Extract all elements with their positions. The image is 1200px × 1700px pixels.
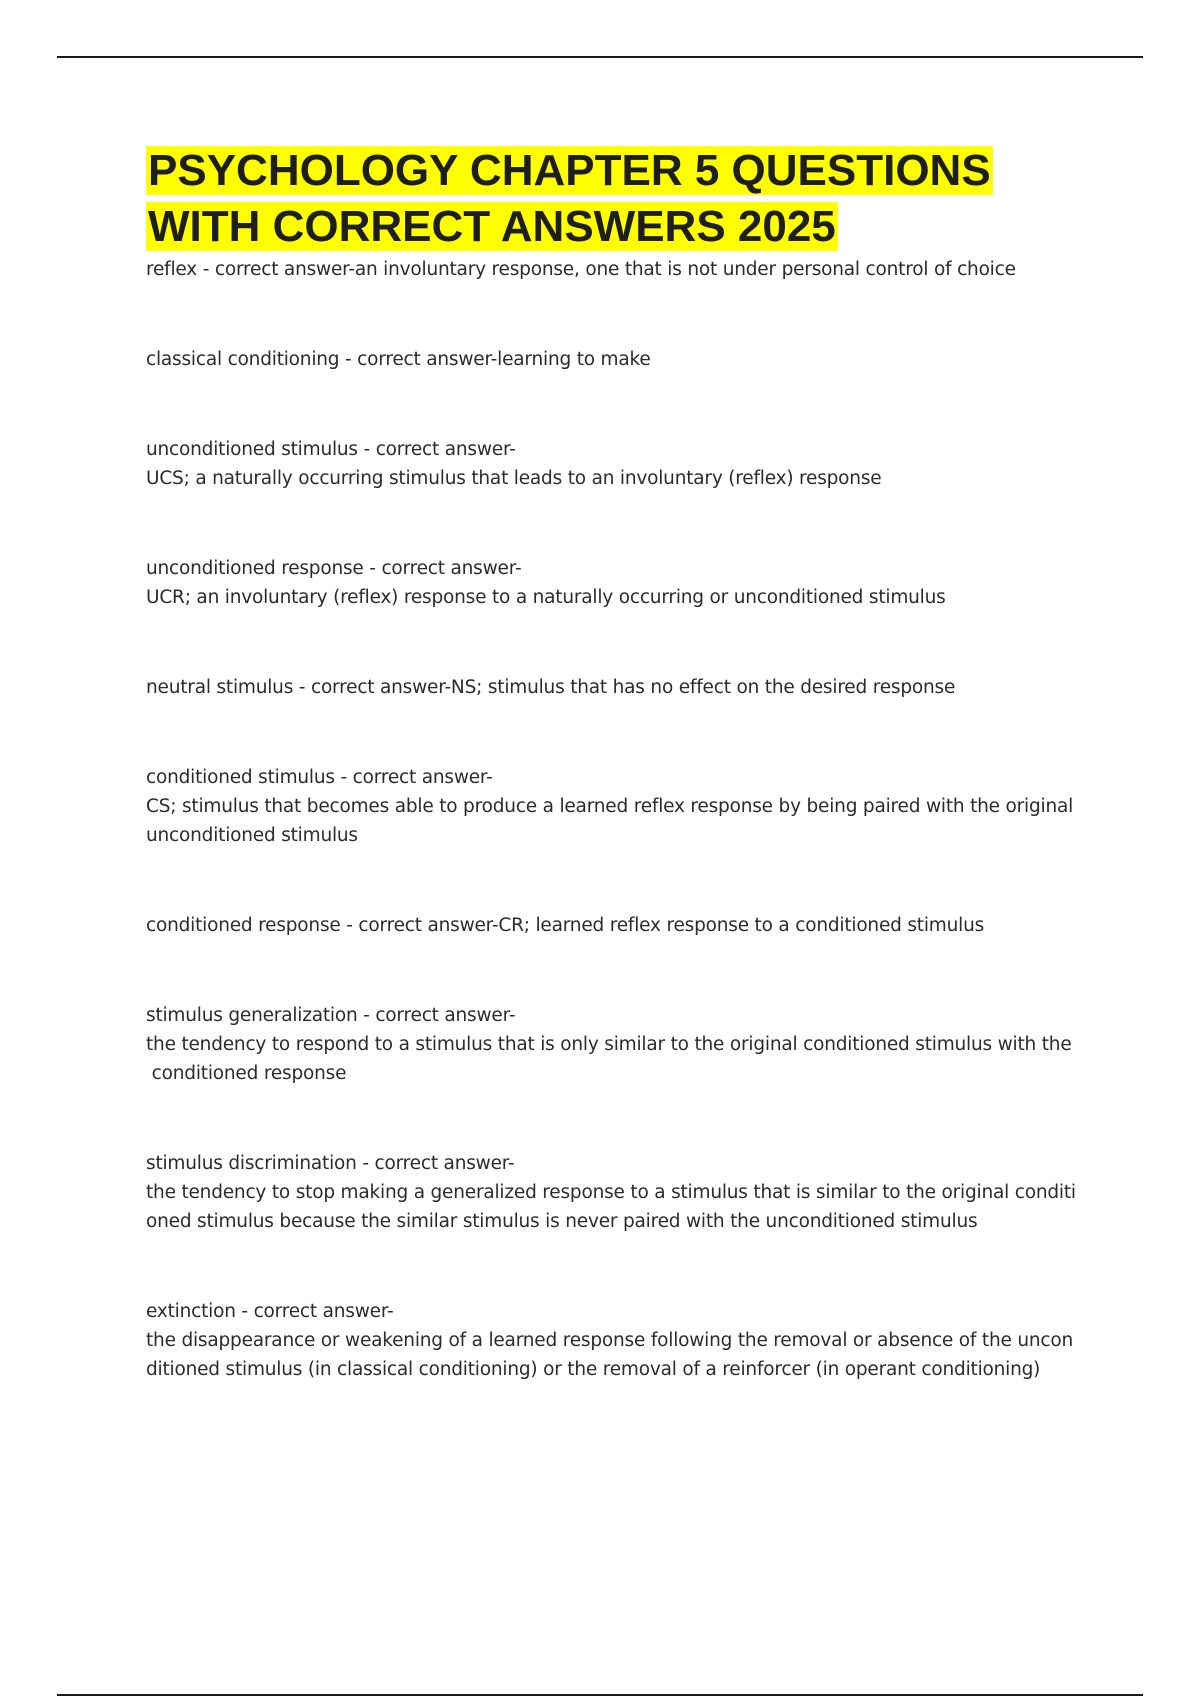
title-line-2: WITH CORRECT ANSWERS 2025 (148, 202, 836, 251)
entry-term: conditioned stimulus - correct answer- (146, 767, 493, 788)
qa-entry-unconditioned-stimulus (146, 435, 1086, 493)
entry-definition: UCR; an involuntary (reflex) response to a naturally occurring or unconditioned stimulus (146, 587, 946, 608)
qa-entry-extinction (146, 1297, 1086, 1384)
entry-definition: the tendency to respond to a stimulus that is only similar to the original conditioned stimulus with the (146, 1034, 1072, 1055)
entry-definition-cont: ditioned stimulus (in classical conditioning) or the removal of a reinforcer (in operant conditioning) (146, 1359, 1041, 1380)
qa-entry-stimulus-discrimination (146, 1149, 1086, 1236)
entry-definition: CS; stimulus that becomes able to produce a learned reflex response by being paired with the original (146, 796, 1074, 817)
bottom-rule (57, 1694, 1143, 1696)
entry-term: unconditioned response - correct answer- (146, 558, 522, 579)
entry-definition: UCS; a naturally occurring stimulus that leads to an involuntary (reflex) response (146, 468, 882, 489)
entry-definition-cont: oned stimulus because the similar stimulus is never paired with the unconditioned stimulus (146, 1211, 978, 1232)
qa-entry-unconditioned-response (146, 554, 1086, 612)
qa-entry-neutral-stimulus (146, 673, 1086, 702)
entry-definition-cont: conditioned response (146, 1063, 347, 1084)
entry-text: classical conditioning - correct answer-learning to make (146, 349, 651, 370)
entry-term: extinction - correct answer- (146, 1301, 394, 1322)
entry-term: stimulus discrimination - correct answer- (146, 1153, 515, 1174)
top-rule (57, 56, 1143, 58)
entry-text: neutral stimulus - correct answer-NS; stimulus that has no effect on the desired response (146, 677, 956, 698)
document-title (146, 143, 1086, 255)
entry-definition: the tendency to stop making a generalized response to a stimulus that is similar to the original conditi (146, 1182, 1076, 1203)
entry-text: reflex - correct answer-an involuntary response, one that is not under personal control of choice (146, 259, 1016, 280)
entry-term: stimulus generalization - correct answer- (146, 1005, 516, 1026)
entry-definition: the disappearance or weakening of a learned response following the removal or absence of the uncon (146, 1330, 1074, 1351)
entry-term: unconditioned stimulus - correct answer- (146, 439, 516, 460)
entry-definition-cont: unconditioned stimulus (146, 825, 358, 846)
qa-list (146, 255, 1086, 1384)
document-body (146, 143, 1086, 1384)
qa-entry-conditioned-response (146, 911, 1086, 940)
qa-entry-stimulus-generalization (146, 1001, 1086, 1088)
qa-entry-reflex (146, 255, 1086, 284)
qa-entry-conditioned-stimulus (146, 763, 1086, 850)
entry-text: conditioned response - correct answer-CR; learned reflex response to a conditioned stimulus (146, 915, 985, 936)
title-line-1: PSYCHOLOGY CHAPTER 5 QUESTIONS (148, 146, 991, 195)
qa-entry-classical-conditioning (146, 345, 1086, 374)
